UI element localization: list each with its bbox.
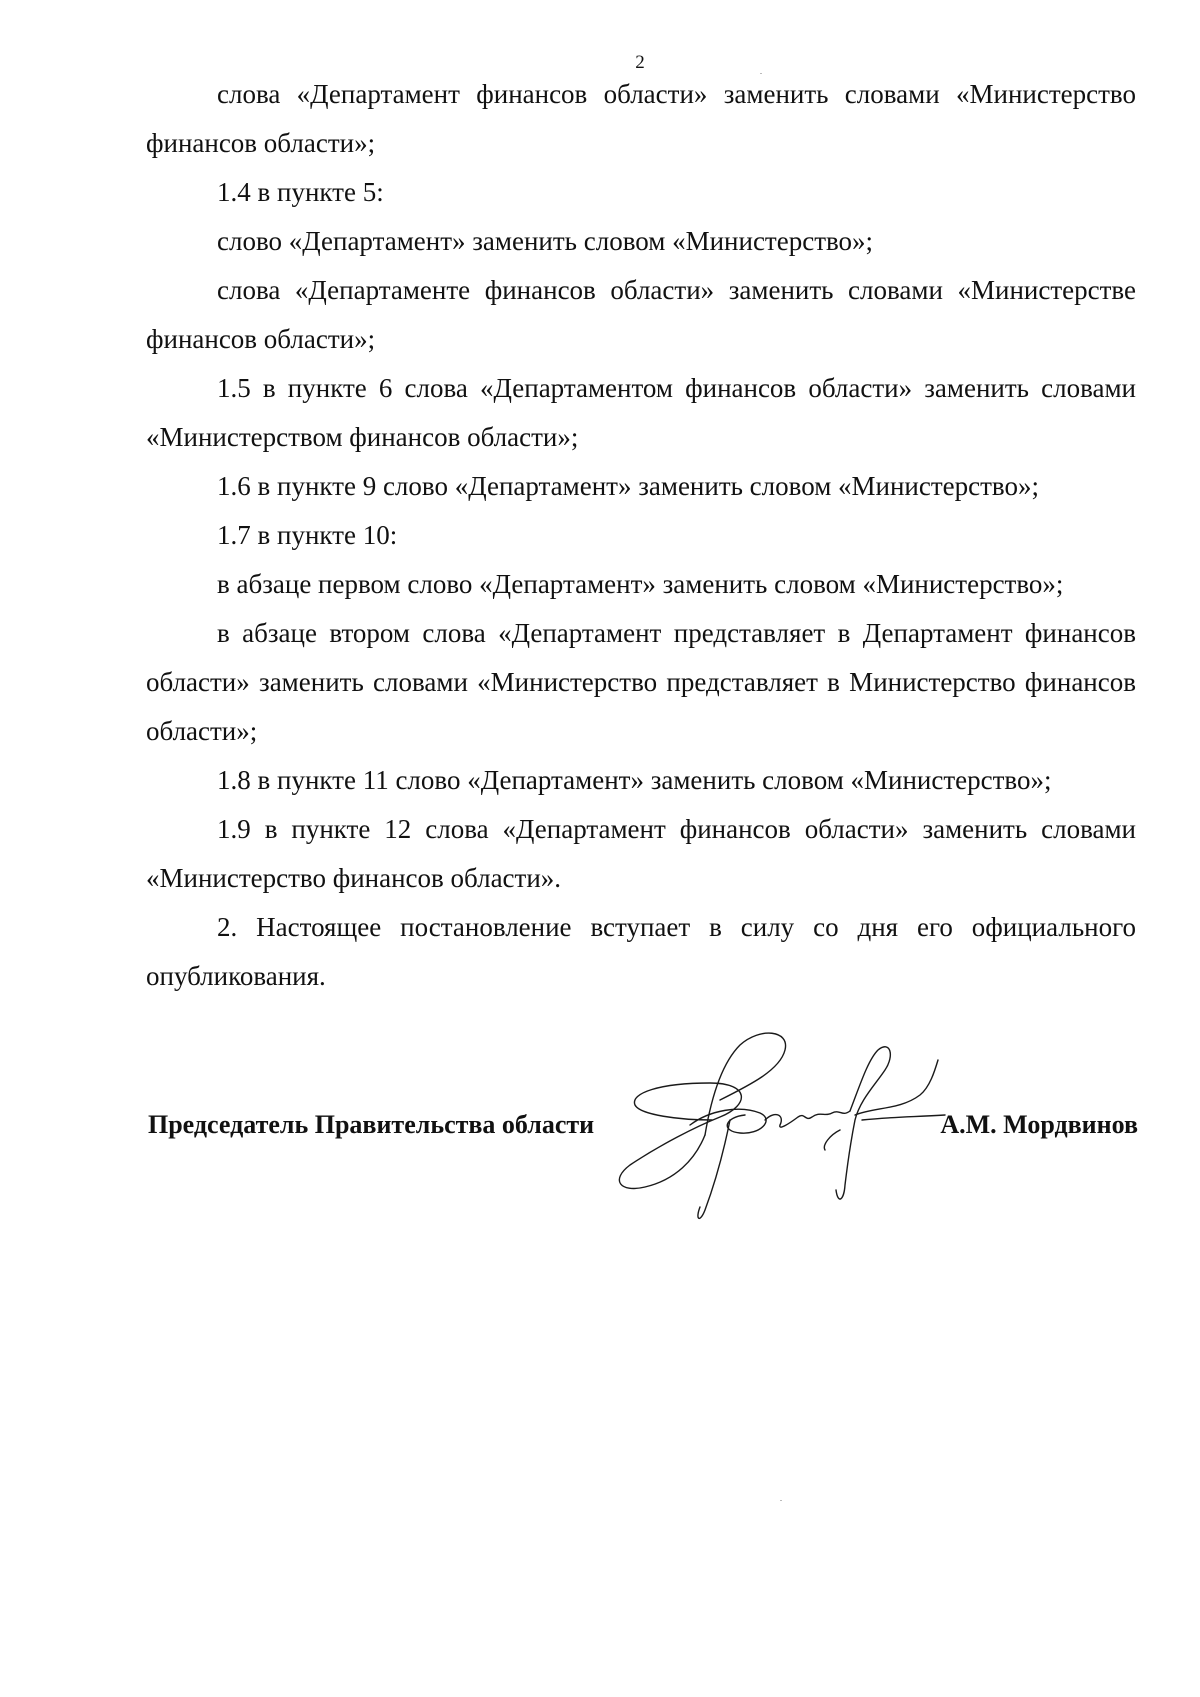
paragraph: слова «Департамент финансов области» заменить словами «Министерство финансов области»; [146, 79, 1136, 158]
paragraph: 2. Настоящее постановление вступает в силу со дня его официального опубликования. [146, 912, 1136, 991]
document-body [146, 70, 1136, 1001]
paragraph: слово «Департамент» заменить словом «Министерство»; [217, 226, 874, 256]
page-number: 2 [635, 52, 645, 73]
paragraph: 1.4 в пункте 5: [217, 177, 384, 207]
paragraph: 1.6 в пункте 9 слово «Департамент» заменить словом «Министерство»; [217, 471, 1039, 501]
paragraph: в абзаце первом слово «Департамент» заменить словом «Министерство»; [217, 569, 1064, 599]
paragraph: слова «Департаменте финансов области» заменить словами «Министерстве финансов области»; [146, 275, 1136, 354]
handwritten-signature [600, 1025, 950, 1225]
signer-title: Председатель Правительства области [148, 1110, 595, 1139]
paragraph: 1.7 в пункте 10: [217, 520, 398, 550]
paragraph: в абзаце втором слова «Департамент представляет в Департамент финансов области» заменить словами «Министерство представляет в Министерство финансов области»; [146, 618, 1136, 746]
scan-speck [760, 73, 762, 74]
paragraph: 1.5 в пункте 6 слова «Департаментом финансов области» заменить словами «Министерством финансов области»; [146, 373, 1136, 452]
paragraph: 1.9 в пункте 12 слова «Департамент финансов области» заменить словами «Министерство финансов области». [146, 814, 1136, 893]
scan-speck [780, 1500, 782, 1501]
paragraph: 1.8 в пункте 11 слово «Департамент» заменить словом «Министерство»; [217, 765, 1052, 795]
signer-name: А.М. Мордвинов [940, 1110, 1138, 1139]
